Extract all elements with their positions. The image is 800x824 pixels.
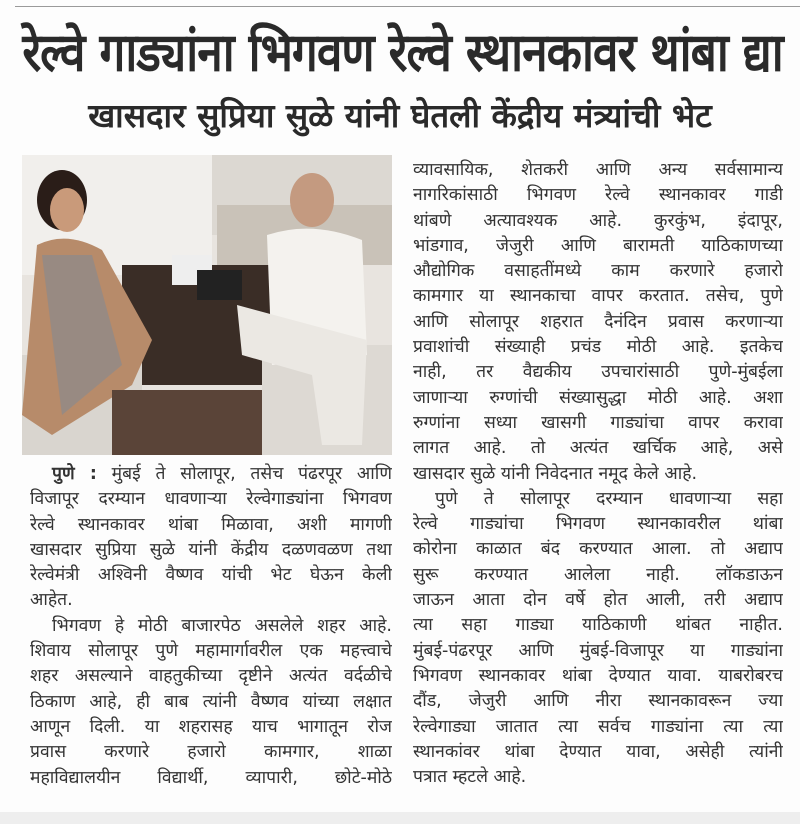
text-line: स्थानकांवर थांबा देण्यात यावा, असेही त्यांनी [413,741,783,762]
text-line: जाणाऱ्या रुग्णांची संख्यासुद्धा मोठी आहे. अशा [413,387,783,408]
text-line: रेल्वेमंत्री अश्विनी वैष्णव यांची भेट घेऊन केली [30,565,392,586]
text-line: रेल्वे स्थानकावर थांबा मिळावा, अशी मागणी [30,514,392,535]
text-line: भांडगाव, जेजुरी आणि बारामती याठिकाणच्या [413,235,783,256]
text-line: शिवाय सोलापूर पुणे महामार्गावरील एक महत्त्वाचे [30,641,392,662]
text-line: आणून दिली. या शहरासह याच भागातून रोज [30,716,392,737]
text-line: दौंड, जेजुरी आणि नीरा स्थानकावरून ज्या [413,691,783,712]
text-line: औद्योगिक वसाहतींमध्ये काम करणारे हजारो [413,261,783,282]
text-line: कामगार या स्थानकाचा वापर करतात. तसेच, पुणे [413,286,783,307]
text-line: भिगवण हे मोठी बाजारपेठ असलेले शहर आहे. [52,615,392,636]
text-line: रेल्वे गाड्यांचा भिगवण स्थानकावरील थांबा [413,514,783,535]
text-line: रेल्वेगाड्या जातात त्या सर्वच गाड्यांना त्या त्या [413,716,783,737]
text-line: प्रवास करणारे हजारो कामगार, शाळा [30,742,392,763]
text-line: मुंबई-पंढरपूर आणि मुंबई-विजापूर या गाड्यांना [413,640,783,661]
text-line: शहर असल्याने वाहतुकीच्या दृष्टीने अत्यंत वर्दळीचे [30,666,392,687]
text-line: नागरिकांसाठी भिगवण रेल्वे स्थानकावर गाडी [413,185,783,206]
text-span: मुंबई ते सोलापूर, तसेच पंढरपूर आणि [111,464,392,484]
text-line: त्या सहा गाड्या याठिकाणी थांबत नाहीत. [413,615,783,636]
bottom-margin [0,812,800,824]
text-line: सुरू करण्यात आलेला नाही. लॉकडाऊन [413,564,783,585]
text-line: ठिकाण आहे, ही बाब त्यांनी वैष्णव यांच्या लक्षात [30,691,392,712]
text-line: रुग्णांना सध्या खासगी गाड्यांचा वापर करावा [413,412,783,433]
top-rule [15,6,800,7]
subheadline: खासदार सुप्रिया सुळे यांनी घेतली केंद्रीय मंत्र्यांची भेट [88,96,712,135]
text-line: महाविद्यालयीन विद्यार्थी, व्यापारी, छोटे-मोठे [30,767,392,788]
text-line: व्यावसायिक, शेतकरी आणि अन्य सर्वसामान्य [413,160,783,180]
text-line: कोरोना काळात बंद करण्यात आला. तो अद्याप [413,539,783,560]
text-line: पत्रात म्हटले आहे. [413,767,527,788]
text-line: खासदार सुप्रिया सुळे यांनी केंद्रीय दळणवळण तथा [30,539,392,560]
text-line [30,462,392,487]
article-photo [22,155,392,455]
text-line: आणि सोलापूर शहरात दैनंदिन प्रवास करणाऱ्या [413,311,783,332]
text-line: विजापूर दरम्यान धावणाऱ्या रेल्वेगाड्यांना भिगवण [30,489,392,510]
text-line: खासदार सुळे यांनी निवेदनात नमूद केले आहे. [413,463,698,484]
text-line: थांबणे अत्यावश्यक आहे. कुरकुंभ, इंदापूर, [413,210,783,231]
text-line: नाही, तर वैद्यकीय उपचारांसाठी पुणे-मुंबईला [413,362,783,383]
meeting-photo-illustration [22,155,392,455]
text-line: जाऊन आता दोन वर्षे होत आली, तरी अद्याप [413,590,783,611]
headline: रेल्वे गाड्यांना भिगवण रेल्वे स्थानकावर थांबा द्या [22,21,783,84]
right-column [413,158,783,790]
text-line: प्रवाशांची संख्याही प्रचंड मोठी आहे. इतकेच [413,337,783,358]
dateline: पुणे : [52,464,97,484]
text-line: लागत आहे. तो अत्यंत खर्चिक आहे, असे [413,438,783,459]
text-line: आहेत. [30,590,73,611]
left-column [30,462,392,791]
text-line: भिगवण स्थानकावर थांबा देण्यात यावा. याबरोबरच [413,665,783,686]
text-line: पुणे ते सोलापूर दरम्यान धावणाऱ्या सहा [435,488,783,509]
